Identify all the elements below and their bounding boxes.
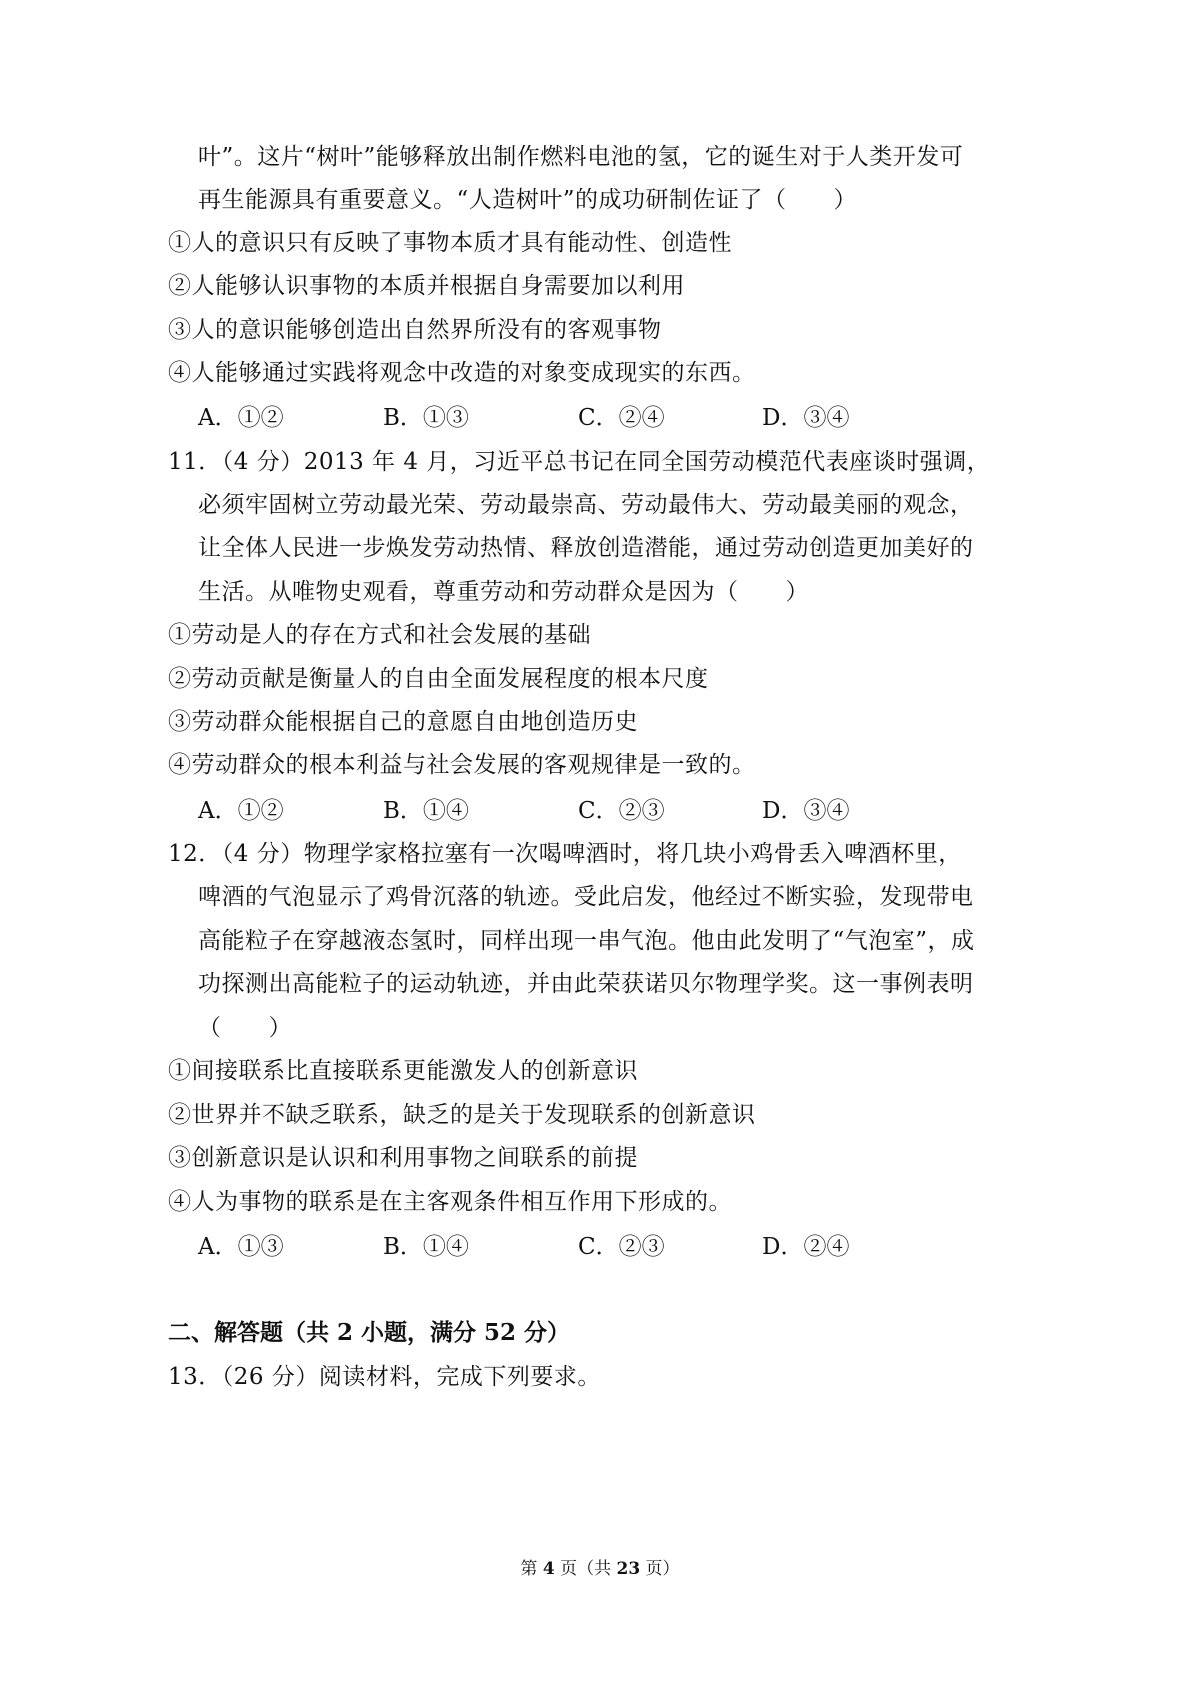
q12-option-a: A．①③: [198, 1234, 284, 1260]
page-footer: [0, 1558, 1200, 1580]
footer-suffix: 页）: [640, 1559, 680, 1579]
q12-option-c: C．②③: [578, 1234, 665, 1260]
q10-stem-line-2: 再生能源具有重要意义。“人造树叶”的成功研制佐证了（ ）: [198, 187, 858, 213]
footer-middle: 页（共: [554, 1559, 617, 1579]
q11-item-4: ④劳动群众的根本利益与社会发展的客观规律是一致的。: [168, 752, 756, 778]
q11-option-a: A．①②: [198, 798, 284, 824]
footer-prefix: 第: [520, 1559, 543, 1579]
footer-total-pages: 23: [616, 1559, 641, 1579]
q10-item-4: ④人能够通过实践将观念中改造的对象变成现实的东西。: [168, 360, 756, 386]
q10-option-b: B．①③: [383, 405, 469, 431]
q12-item-1: ①间接联系比直接联系更能激发人的创新意识: [168, 1058, 638, 1084]
q12-stem-line-3: 高能粒子在穿越液态氢时，同样出现一串气泡。他由此发明了“气泡室”，成: [198, 928, 975, 954]
q11-stem-line-4: 生活。从唯物史观看，尊重劳动和劳动群众是因为（ ）: [198, 579, 809, 605]
q11-option-b: B．①④: [383, 798, 469, 824]
q11-item-2: ②劳动贡献是衡量人的自由全面发展程度的根本尺度: [168, 666, 709, 692]
q11-option-c: C．②③: [578, 798, 665, 824]
q12-stem-line-1: 12．（4 分）物理学家格拉塞有一次喝啤酒时，将几块小鸡骨丢入啤酒杯里，: [168, 841, 962, 867]
q10-item-1: ①人的意识只有反映了事物本质才具有能动性、创造性: [168, 230, 732, 256]
footer-page-number: 4: [542, 1559, 555, 1579]
q11-item-3: ③劳动群众能根据自己的意愿自由地创造历史: [168, 709, 638, 735]
q10-item-2: ②人能够认识事物的本质并根据自身需要加以利用: [168, 273, 685, 299]
q11-stem-line-3: 让全体人民进一步焕发劳动热情、释放创造潜能，通过劳动创造更加美好的: [198, 535, 974, 561]
q13-stem: 13．（26 分）阅读材料，完成下列要求。: [168, 1364, 601, 1390]
q11-stem-line-1: 11．（4 分）2013 年 4 月，习近平总书记在同全国劳动模范代表座谈时强调，: [168, 449, 991, 475]
q11-item-1: ①劳动是人的存在方式和社会发展的基础: [168, 622, 591, 648]
q12-item-3: ③创新意识是认识和利用事物之间联系的前提: [168, 1145, 638, 1171]
section-heading: 二、解答题（共 2 小题，满分 52 分）: [168, 1319, 571, 1346]
q10-option-d: D．③④: [762, 405, 850, 431]
q12-item-4: ④人为事物的联系是在主客观条件相互作用下形成的。: [168, 1189, 732, 1215]
q10-option-a: A．①②: [198, 405, 284, 431]
q12-stem-line-5: （ ）: [198, 1015, 292, 1041]
q12-stem-line-4: 功探测出高能粒子的运动轨迹，并由此荣获诺贝尔物理学奖。这一事例表明: [198, 971, 974, 997]
q10-item-3: ③人的意识能够创造出自然界所没有的客观事物: [168, 317, 662, 343]
q12-stem-line-2: 啤酒的气泡显示了鸡骨沉落的轨迹。受此启发，他经过不断实验，发现带电: [198, 884, 974, 910]
q12-option-d: D．②④: [762, 1234, 850, 1260]
q11-option-d: D．③④: [762, 798, 850, 824]
q10-stem-line-1: 叶”。这片“树叶”能够释放出制作燃料电池的氢，它的诞生对于人类开发可: [198, 144, 964, 170]
q11-stem-line-2: 必须牢固树立劳动最光荣、劳动最崇高、劳动最伟大、劳动最美丽的观念，: [198, 492, 974, 518]
q12-item-2: ②世界并不缺乏联系，缺乏的是关于发现联系的创新意识: [168, 1102, 756, 1128]
q10-option-c: C．②④: [578, 405, 665, 431]
q12-option-b: B．①④: [383, 1234, 469, 1260]
